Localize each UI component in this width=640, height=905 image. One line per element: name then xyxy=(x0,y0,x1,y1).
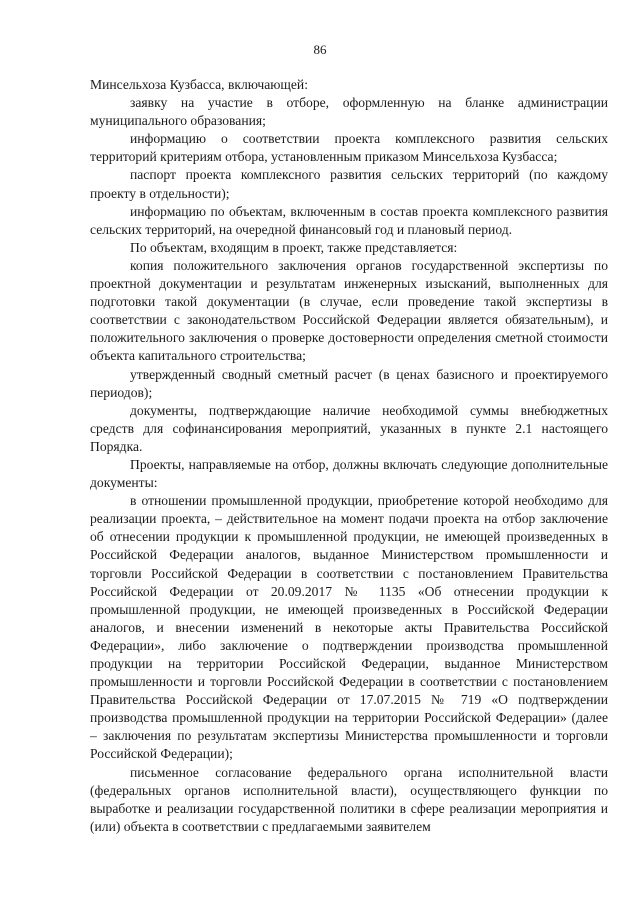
paragraph-objects-info: информацию по объектам, включенным в состав проекта комплексного развития сельских территорий, на очередной финансовый год и плановый период. xyxy=(90,203,608,237)
paragraph-funding-documents: документы, подтверждающие наличие необходимой суммы внебюджетных средств для софинансирования мероприятий, указанных в пункте 2.1 настоящего Порядка. xyxy=(90,402,608,454)
paragraph-intro: Минсельхоза Кузбасса, включающей: xyxy=(90,77,308,92)
paragraph-estimate: утвержденный сводный сметный расчет (в ценах базисного и проектируемого периодов); xyxy=(90,366,608,400)
paragraph-additional-documents: Проекты, направляемые на отбор, должны включать следующие дополнительные документы: xyxy=(90,456,608,491)
body-text xyxy=(90,76,608,836)
page-number: 86 xyxy=(313,42,327,57)
paragraph-industrial-products: в отношении промышленной продукции, приобретение которой необходимо для реализации проекта, – действительное на момент подачи проекта на отбор заключение об отнесении продукции к промышленной продукции, не имеющей произведенных в Российской Федерации аналогов, выданное Министерством промышленности и торговли Российской Федерации в соответствии с постановлением Правительства Российской Федерации от 20.09.2017 № 1135 «Об отнесении продукции к промышленной продукции, не имеющей произведенных в Российской Федерации аналогов, и внесении изменений в некоторые акты Правительства Российской Федерации», либо заключение о подтверждении производства промышленной продукции на территории Российской Федерации, выданное Министерством промышленности и торговли Российской Федерации в соответствии с постановлением Правительства Российской Федерации от 17.07.2015 № 719 «О подтверждении производства промышленной продукции на территории Российской Федерации» (далее – заключения по результатам экспертизы Министерства промышленности и торговли Российской Федерации); xyxy=(90,493,608,762)
paragraph-objects-heading: По объектам, входящим в проект, также представляется: xyxy=(130,239,458,255)
paragraph-passport: паспорт проекта комплексного развития сельских территорий (по каждому проекту в отдельности); xyxy=(90,167,608,201)
paragraph-expertise: копия положительного заключения органов государственной экспертизы по проектной документации и результатам инженерных изысканий, выполненных для подготовки такой документации (в случае, если проведение такой экспертизы в соответствии с законодательством Российской Федерации является обязательным), и положительного заключения о проверке достоверности определения сметной стоимости объекта капитального строительства; xyxy=(90,257,608,364)
paragraph-application: заявку на участие в отборе, оформленную на бланке администрации муниципального образования; xyxy=(90,95,608,129)
paragraph-federal-approval: письменное согласование федерального органа исполнительной власти (федеральных органов исполнительной власти), осуществляющего функции по выработке и реализации государственной политики в сфере реализации мероприятия и (или) объекта в соответствии с предлагаемыми заявителем xyxy=(90,764,608,834)
paragraph-criteria-info: информацию о соответствии проекта комплексного развития сельских территорий критериям отбора, установленным приказом Минсельхоза Кузбасса; xyxy=(90,131,608,165)
